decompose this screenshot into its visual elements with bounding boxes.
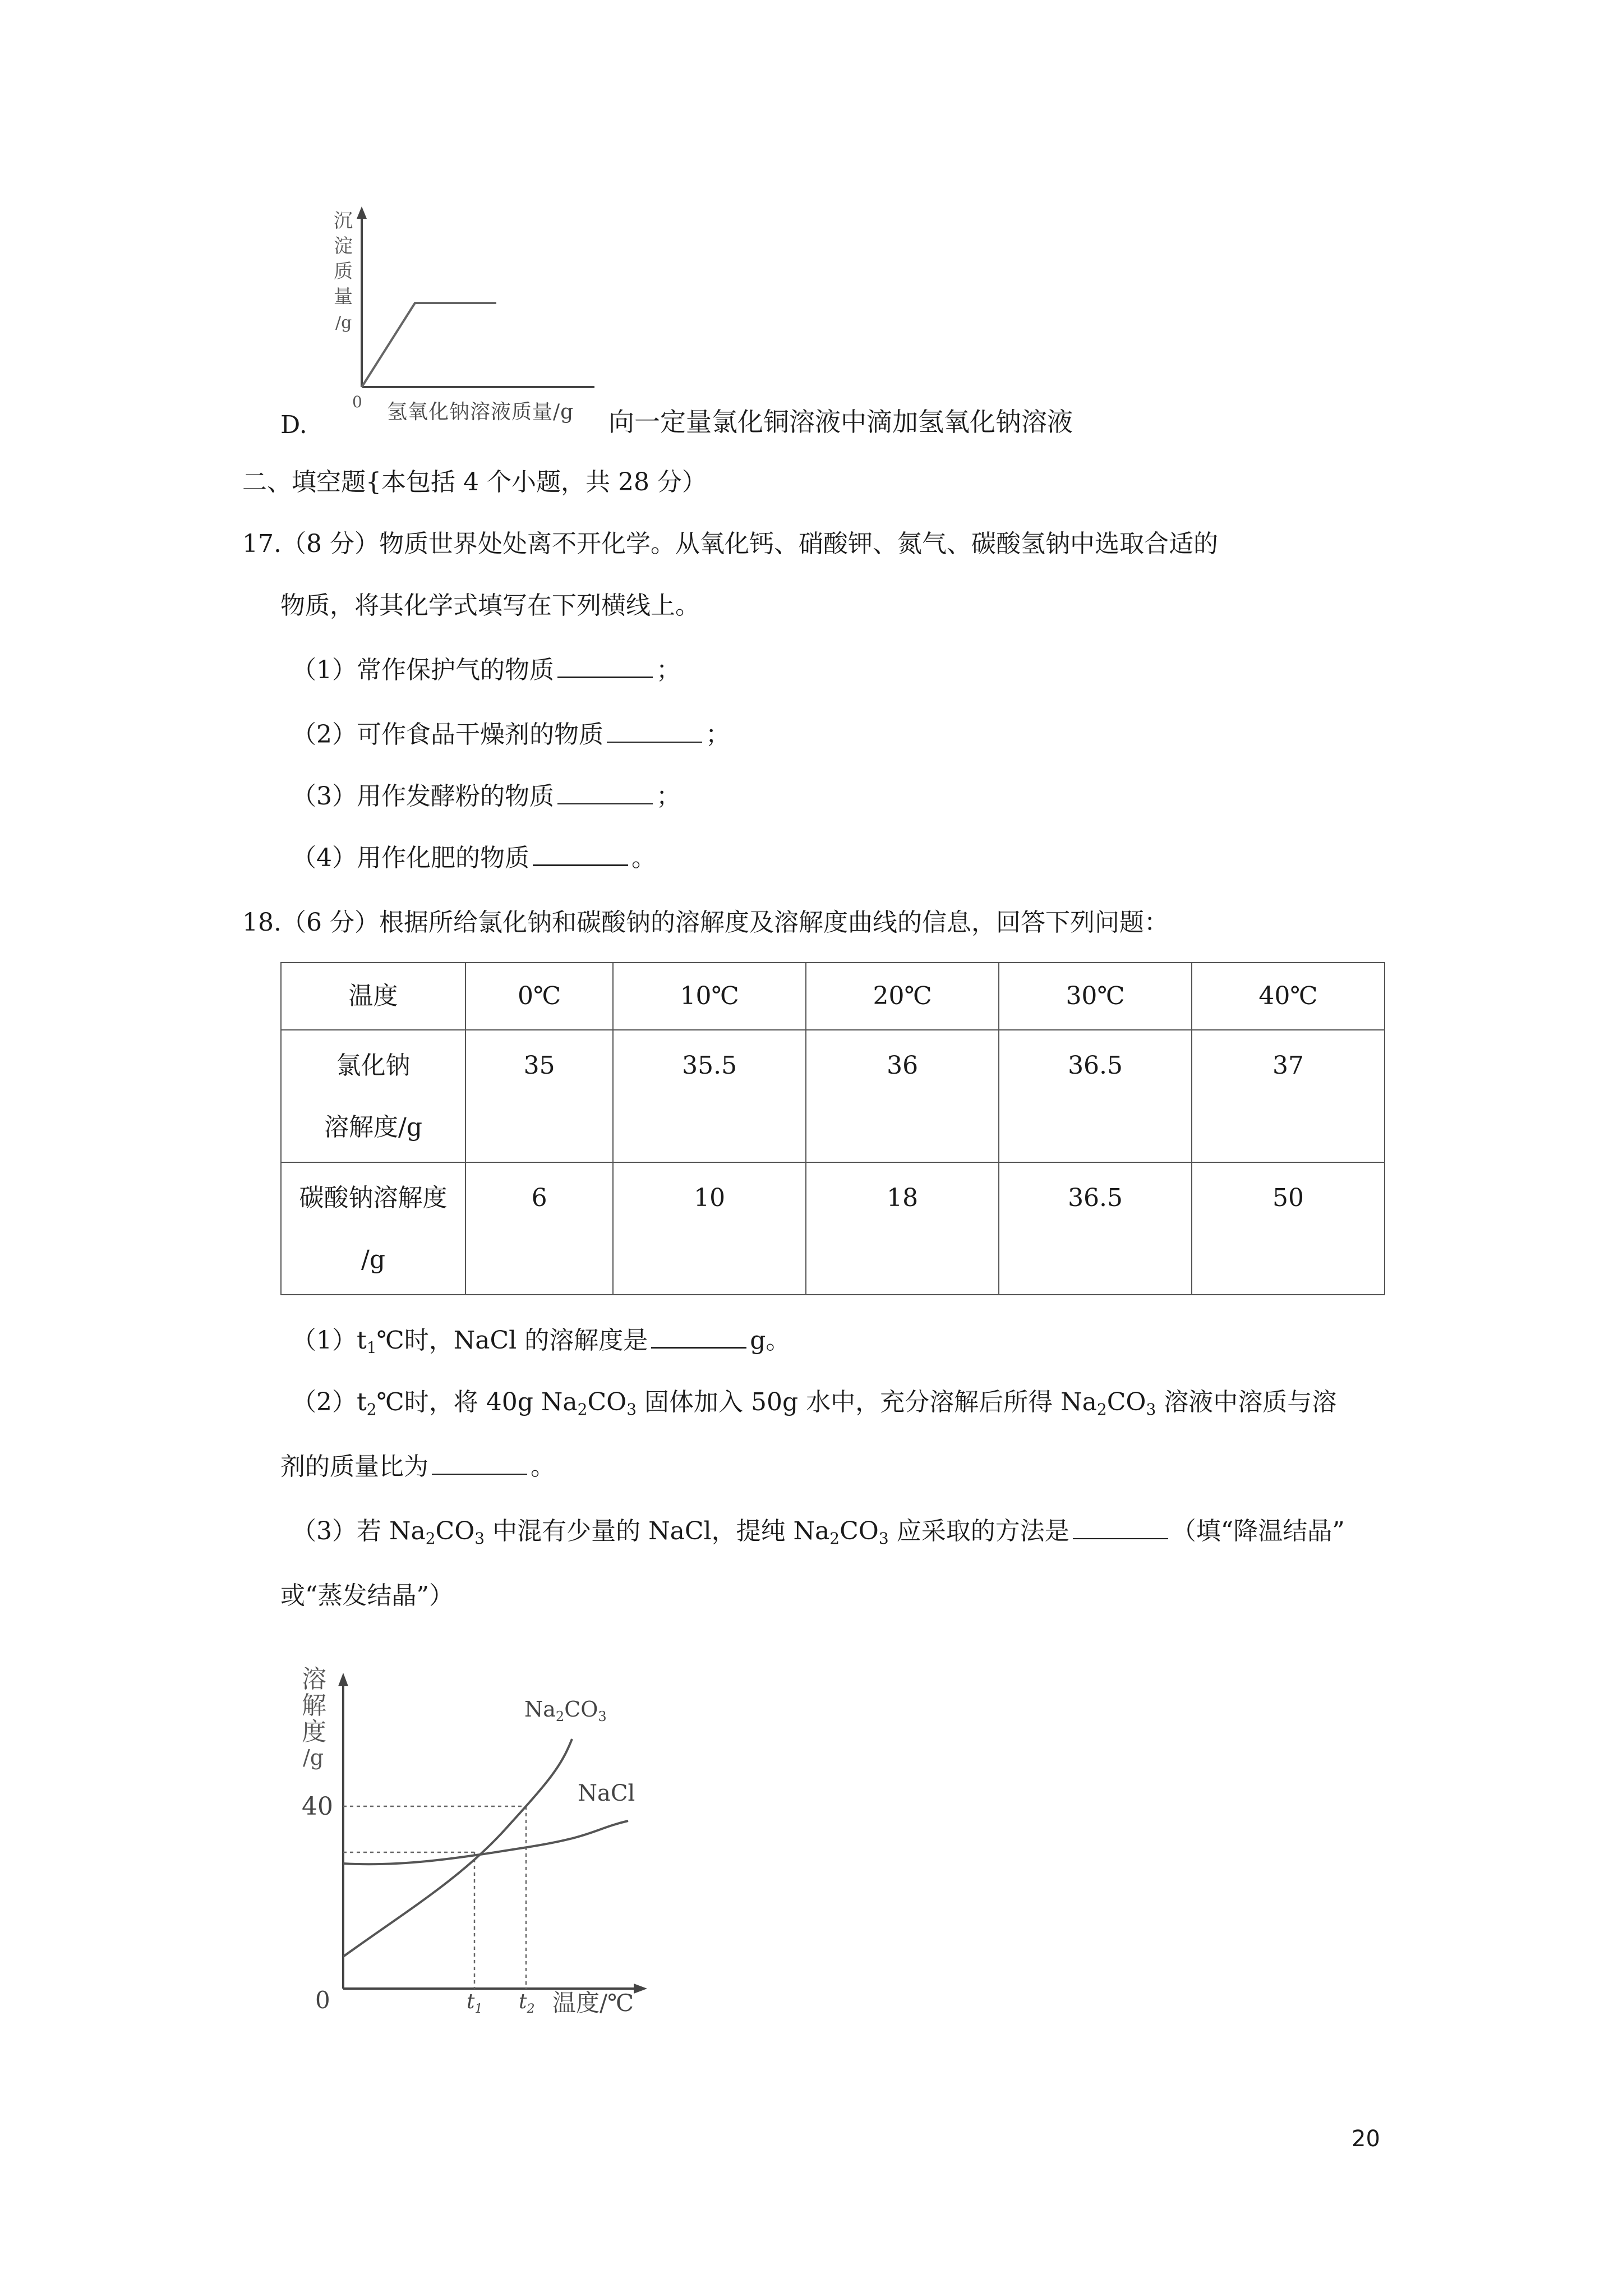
tick-sub: 2 (527, 2002, 535, 2014)
table-header-row (281, 963, 1385, 1030)
subscript: 3 (1146, 1400, 1156, 1419)
option-d-graph (308, 202, 600, 393)
q18-answer-blank-2[interactable] (432, 1451, 527, 1475)
q18-sub3-text: （填“降温结晶” (1171, 1517, 1345, 1545)
q17-item-1-text: （1）常作保护气的物质 (292, 656, 554, 684)
subscript: 2 (366, 1400, 377, 1419)
na2co3-label (524, 1697, 607, 1724)
q17-item-4-text: （4）用作化肥的物质 (292, 844, 529, 872)
option-d-label: D. (280, 411, 307, 439)
header-cell: 20℃ (806, 963, 999, 1030)
series-text: CO (564, 1697, 598, 1722)
q18-sub3-text: （3）若 Na (292, 1517, 426, 1545)
q18-sub3 (292, 1515, 1345, 1548)
option-d-x-label: 氢氧化钠溶液质量/g (387, 401, 574, 424)
subscript: 2 (425, 1529, 436, 1548)
table-row (281, 1162, 1385, 1295)
header-cell: 30℃ (999, 963, 1192, 1030)
q18-sub3-text: CO (435, 1517, 475, 1545)
table-cell: 36 (806, 1030, 999, 1162)
header-cell: 10℃ (613, 963, 806, 1030)
solubility-table (280, 962, 1385, 1295)
curve-y-arrow (338, 1673, 348, 1686)
tick-letter: t (519, 1990, 527, 2013)
row-label-line: /g (361, 1245, 385, 1274)
subscript: 3 (626, 1400, 637, 1419)
curve-y-label-3: 度 (302, 1718, 326, 1746)
y-label-3: 质 (334, 260, 353, 283)
subscript: 3 (474, 1529, 485, 1548)
q17-item-3-text: （3）用作发酵粉的物质 (292, 782, 554, 811)
q18-sub1 (292, 1324, 790, 1358)
curve-x-tick-t1 (467, 1990, 482, 2014)
q18-sub2-line2 (280, 1450, 555, 1484)
tick-sub: 1 (474, 2002, 483, 2014)
subscript: 2 (1096, 1400, 1107, 1419)
q17-item-1 (292, 654, 681, 687)
q18-sub2-text: （2）t (292, 1388, 367, 1416)
q18-sub2-text: 剂的质量比为 (280, 1452, 428, 1481)
curve-y-label-4: /g (303, 1745, 324, 1770)
na2co3-curve (343, 1739, 572, 1957)
solubility-curve-svg (292, 1655, 684, 2014)
q18-sub3-text: CO (840, 1517, 879, 1545)
precipitate-line (362, 303, 496, 387)
q17-answer-blank-1[interactable] (557, 654, 653, 678)
q18-sub2-text: 。 (531, 1452, 555, 1481)
curve-x-arrow (634, 1984, 647, 1994)
q18-sub2-text: 溶液中溶质与溶 (1156, 1388, 1337, 1416)
q18-sub2-text: ℃时，将 40g Na (376, 1388, 578, 1416)
series-sub: 2 (555, 1709, 565, 1724)
table-cell: 35 (465, 1030, 613, 1162)
table-cell: 36.5 (999, 1030, 1192, 1162)
table-row (281, 1030, 1385, 1162)
nacl-label: NaCl (578, 1780, 635, 1806)
q18-sub1-text: g。 (750, 1326, 791, 1355)
y-label-1: 沉 (334, 210, 353, 232)
q17-item-2-text: （2）可作食品干燥剂的物质 (292, 720, 603, 749)
subscript: 2 (577, 1400, 588, 1419)
row-label (281, 1162, 465, 1295)
q18-stem: 18.（6 分）根据所给氯化钠和碳酸钠的溶解度及溶解度曲线的信息，回答下列问题： (242, 908, 1169, 937)
q17-item-4 (292, 841, 656, 875)
q17-item-2-end: ； (706, 720, 730, 749)
table-cell: 18 (806, 1162, 999, 1295)
table-cell: 10 (613, 1162, 806, 1295)
curve-y-label-2: 解 (302, 1691, 326, 1720)
y-label-2: 淀 (334, 235, 353, 257)
curve-x-label: 温度/℃ (552, 1989, 634, 2014)
option-d-description: 向一定量氯化铜溶液中滴加氢氧化钠溶液 (608, 407, 1073, 437)
y-label-4: 量 (334, 286, 353, 308)
curve-y-tick-40: 40 (302, 1792, 333, 1821)
q17-answer-blank-2[interactable] (607, 719, 702, 743)
q18-sub2-text: CO (587, 1388, 627, 1416)
section-title: 二、填空题{本包括 4 个小题，共 28 分） (242, 468, 707, 496)
q18-answer-blank-3[interactable] (1073, 1516, 1168, 1539)
q17-item-3-end: ； (656, 782, 681, 811)
table-cell: 37 (1192, 1030, 1385, 1162)
q17-item-2 (292, 718, 730, 752)
row-label-line: 氯化钠 (336, 1051, 411, 1080)
option-d-origin: 0 (352, 393, 362, 411)
q17-item-1-end: ； (656, 656, 681, 684)
y-axis-arrow (357, 206, 367, 219)
precipitate-graph-svg (308, 202, 600, 393)
series-text: Na (524, 1697, 556, 1722)
row-label-line: 溶解度/g (324, 1113, 422, 1142)
q17-item-3 (292, 780, 681, 813)
row-label (281, 1030, 465, 1162)
subscript: 1 (366, 1338, 377, 1357)
table-cell: 50 (1192, 1162, 1385, 1295)
q17-answer-blank-4[interactable] (533, 842, 628, 866)
subscript: 3 (878, 1529, 889, 1548)
solubility-curve-graph (292, 1655, 684, 2014)
row-label-line: 碳酸钠溶解度 (299, 1184, 448, 1212)
header-cell: 0℃ (465, 963, 613, 1030)
table-cell: 36.5 (999, 1162, 1192, 1295)
q17-stem-line1: 17.（8 分）物质世界处处离不开化学。从氧化钙、硝酸钾、氮气、碳酸氢钠中选取合适的 (242, 530, 1218, 558)
series-sub: 3 (598, 1709, 607, 1724)
q18-sub3-text: 中混有少量的 NaCl，提纯 Na (485, 1517, 830, 1545)
table-cell: 35.5 (613, 1030, 806, 1162)
q18-sub2-text: CO (1106, 1388, 1146, 1416)
q18-sub2-text: 固体加入 50g 水中，充分溶解后所得 Na (637, 1388, 1097, 1416)
curve-y-label-1: 溶 (302, 1665, 326, 1694)
tick-letter: t (467, 1990, 475, 2013)
y-label-5: /g (335, 313, 352, 333)
header-cell: 温度 (281, 963, 465, 1030)
q18-sub1-text: ℃时，NaCl 的溶解度是 (376, 1326, 648, 1355)
table-cell: 6 (465, 1162, 613, 1295)
curve-origin: 0 (315, 1986, 330, 2014)
q18-answer-blank-1[interactable] (651, 1324, 746, 1349)
subscript: 2 (829, 1529, 840, 1548)
curve-x-tick-t2 (519, 1990, 534, 2014)
header-cell: 40℃ (1192, 963, 1385, 1030)
q18-sub2 (292, 1386, 1336, 1419)
q17-stem-line2: 物质，将其化学式填写在下列横线上。 (280, 591, 700, 620)
q18-sub3-text: 应采取的方法是 (888, 1517, 1069, 1545)
page-number: 20 (1352, 2126, 1380, 2152)
nacl-curve (343, 1821, 628, 1864)
q18-sub3-line2: 或“蒸发结晶”） (280, 1581, 454, 1610)
q18-sub1-text: （1）t (292, 1326, 367, 1355)
q17-item-4-end: 。 (631, 844, 656, 872)
q17-answer-blank-3[interactable] (557, 781, 653, 804)
